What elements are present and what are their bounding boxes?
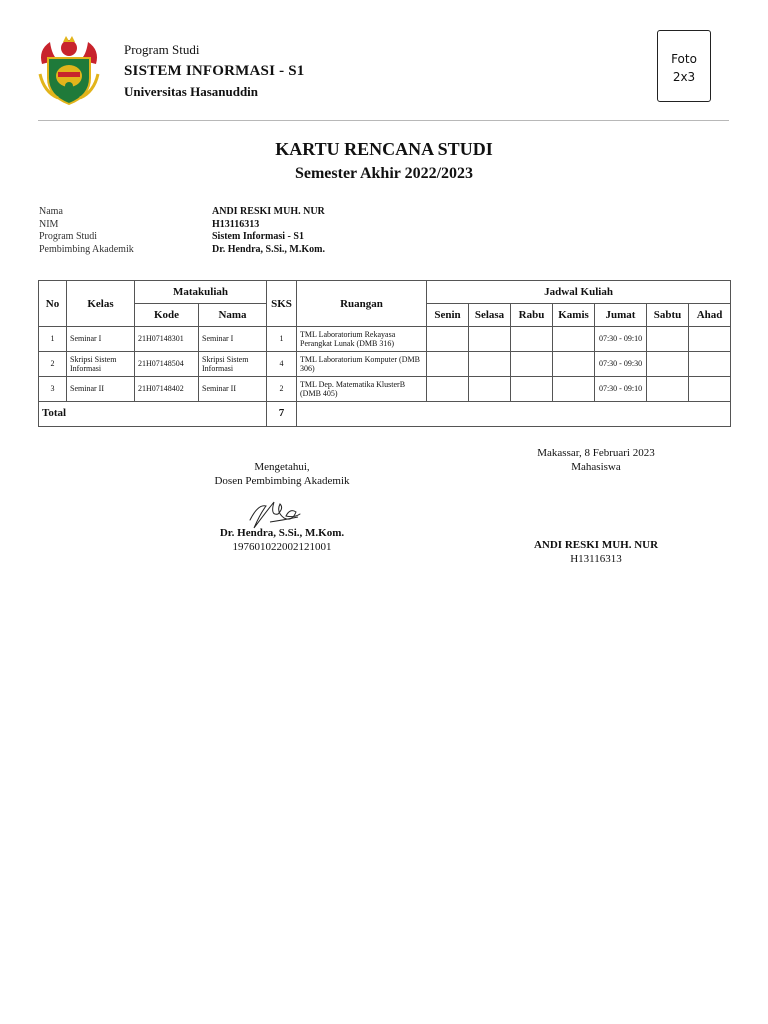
row-kode: 21H07148301 bbox=[135, 327, 199, 352]
course-table bbox=[38, 280, 731, 427]
row-sabtu bbox=[647, 327, 689, 352]
row-rabu bbox=[511, 377, 553, 402]
row-senin bbox=[427, 352, 469, 377]
row-ruangan: TML Dep. Matematika KlusterB (DMB 405) bbox=[297, 377, 427, 402]
header-day-jumat: Jumat bbox=[595, 304, 647, 327]
row-rabu bbox=[511, 327, 553, 352]
document-title: KARTU RENCANA STUDI bbox=[275, 139, 493, 159]
student-signature-block bbox=[496, 446, 696, 566]
program-label: Program Studi bbox=[124, 42, 200, 57]
photo-size: 2x3 bbox=[672, 70, 696, 84]
row-selasa bbox=[469, 377, 511, 402]
header-divider bbox=[38, 120, 729, 121]
student-sign-name: ANDI RESKI MUH. NUR bbox=[533, 539, 659, 551]
table-row bbox=[39, 352, 731, 377]
header-sks: SKS bbox=[267, 281, 297, 327]
row-kode: 21H07148402 bbox=[135, 377, 199, 402]
student-role: Mahasiswa bbox=[571, 461, 621, 473]
row-rabu bbox=[511, 352, 553, 377]
total-label: Total bbox=[39, 402, 267, 427]
student-advisor: Dr. Hendra, S.Si., M.Kom. bbox=[212, 243, 325, 255]
row-kamis bbox=[553, 377, 595, 402]
row-kamis bbox=[553, 352, 595, 377]
row-no: 1 bbox=[39, 327, 67, 352]
student-name: ANDI RESKI MUH. NUR bbox=[212, 206, 325, 217]
total-row bbox=[39, 402, 731, 427]
row-sabtu bbox=[647, 352, 689, 377]
header-day-selasa: Selasa bbox=[469, 304, 511, 327]
row-senin bbox=[427, 327, 469, 352]
nim-label: NIM bbox=[39, 218, 59, 230]
advisor-label: Pembimbing Akademik bbox=[39, 243, 134, 255]
header-nama: Nama bbox=[199, 304, 267, 327]
program-name: SISTEM INFORMASI - S1 bbox=[124, 63, 305, 79]
total-sks: 7 bbox=[267, 402, 297, 427]
header-ruangan: Ruangan bbox=[297, 281, 427, 327]
signing-date: Makassar, 8 Februari 2023 bbox=[537, 447, 655, 459]
row-kamis bbox=[553, 327, 595, 352]
row-kelas: Seminar I bbox=[67, 327, 135, 352]
header-day-sabtu: Sabtu bbox=[647, 304, 689, 327]
student-program: Sistem Informasi - S1 bbox=[212, 231, 304, 242]
row-kode: 21H07148504 bbox=[135, 352, 199, 377]
acknowledge-text: Mengetahui, bbox=[254, 461, 310, 473]
university-name: Universitas Hasanuddin bbox=[124, 84, 259, 99]
header-no: No bbox=[39, 281, 67, 327]
row-nama: Skripsi Sistem Informasi bbox=[199, 352, 267, 377]
row-kelas: Seminar II bbox=[67, 377, 135, 402]
header-day-kamis: Kamis bbox=[553, 304, 595, 327]
header-kode: Kode bbox=[135, 304, 199, 327]
handwritten-signature bbox=[240, 494, 316, 534]
total-filler bbox=[297, 402, 731, 427]
row-nama: Seminar II bbox=[199, 377, 267, 402]
program-info-label: Program Studi bbox=[39, 231, 98, 242]
row-jumat: 07:30 - 09:10 bbox=[595, 327, 647, 352]
university-logo bbox=[36, 34, 102, 106]
student-nim: H13116313 bbox=[212, 218, 260, 230]
row-selasa bbox=[469, 352, 511, 377]
row-ahad bbox=[689, 352, 731, 377]
header-matakuliah: Matakuliah bbox=[135, 281, 267, 304]
row-kelas: Skripsi Sistem Informasi bbox=[67, 352, 135, 377]
row-nama: Seminar I bbox=[199, 327, 267, 352]
row-ruangan: TML Laboratorium Komputer (DMB 306) bbox=[297, 352, 427, 377]
row-no: 2 bbox=[39, 352, 67, 377]
row-senin bbox=[427, 377, 469, 402]
row-jumat: 07:30 - 09:10 bbox=[595, 377, 647, 402]
header-day-rabu: Rabu bbox=[511, 304, 553, 327]
table-row bbox=[39, 327, 731, 352]
row-ahad bbox=[689, 327, 731, 352]
table-row bbox=[39, 377, 731, 402]
row-sks: 1 bbox=[267, 327, 297, 352]
row-ahad bbox=[689, 377, 731, 402]
advisor-role: Dosen Pembimbing Akademik bbox=[214, 475, 350, 487]
student-info bbox=[39, 206, 325, 256]
advisor-name: Dr. Hendra, S.Si., M.Kom. bbox=[219, 527, 345, 539]
header-jadwal: Jadwal Kuliah bbox=[427, 281, 731, 304]
row-no: 3 bbox=[39, 377, 67, 402]
name-label: Nama bbox=[39, 206, 63, 217]
photo-placeholder bbox=[657, 30, 711, 102]
photo-label: Foto bbox=[671, 52, 697, 66]
row-sks: 4 bbox=[267, 352, 297, 377]
semester-title: Semester Akhir 2022/2023 bbox=[294, 165, 474, 182]
advisor-id: 197601022002121001 bbox=[232, 541, 332, 553]
header-day-ahad: Ahad bbox=[689, 304, 731, 327]
header-kelas: Kelas bbox=[67, 281, 135, 327]
row-sks: 2 bbox=[267, 377, 297, 402]
row-ruangan: TML Laboratorium Rekayasa Perangkat Lunak (DMB 316) bbox=[297, 327, 427, 352]
row-sabtu bbox=[647, 377, 689, 402]
header-day-senin: Senin bbox=[427, 304, 469, 327]
row-selasa bbox=[469, 327, 511, 352]
row-jumat: 07:30 - 09:30 bbox=[595, 352, 647, 377]
student-sign-id: H13116313 bbox=[570, 553, 622, 565]
